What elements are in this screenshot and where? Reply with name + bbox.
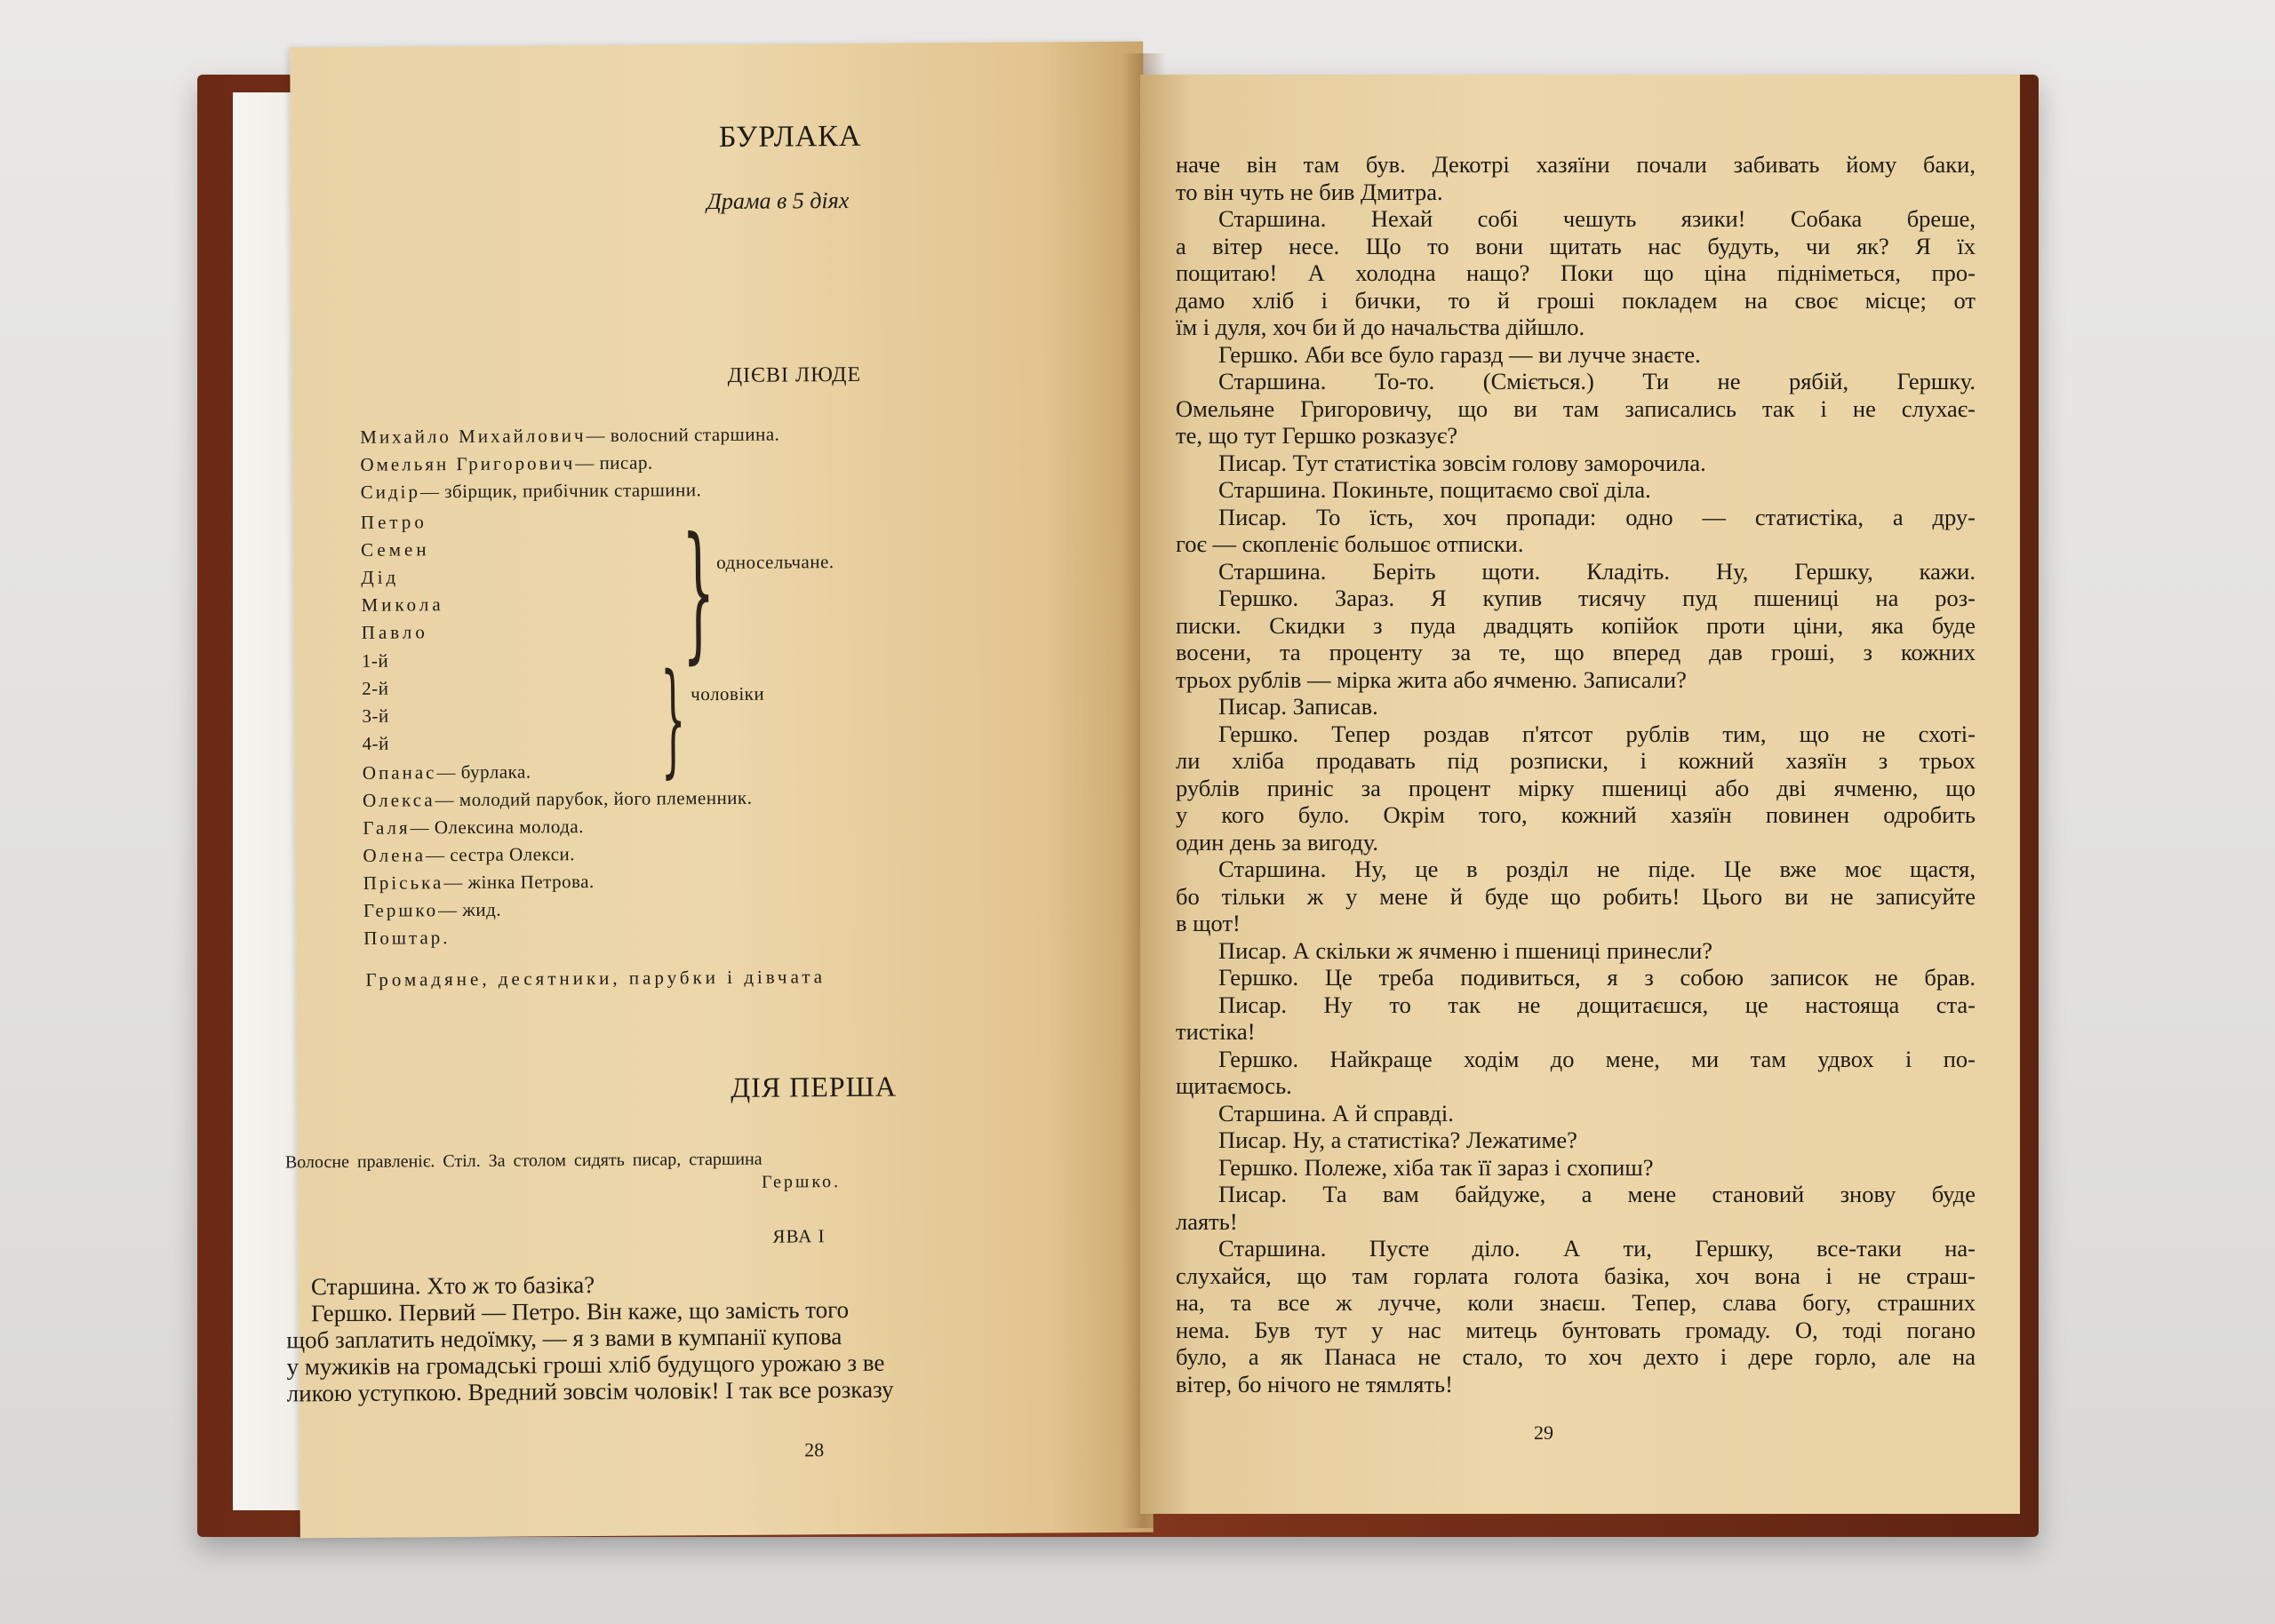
play-title: БУРЛАКА (718, 119, 862, 155)
page-number-left: 28 (804, 1438, 825, 1461)
play-subtitle: Драма в 5 діях (706, 187, 850, 215)
cast-role: — волосний старшина. (586, 423, 780, 447)
crowd-line: Громадяне, десятники, парубки і дівчата (365, 966, 826, 991)
dialogue-line: Старшина. Нехай собі чешуть язики! Собака бреше, (1218, 205, 1976, 232)
dialogue-line: їм і дуля, хоч би й до начальства дійшло. (1176, 314, 1585, 340)
dialogue-line: те, що тут Гершко розказує? (1176, 422, 1458, 449)
cast-role: — жінка Петрова. (443, 871, 595, 894)
cast-name: Михайло Михайлович (360, 425, 587, 448)
cast-name: Галя (363, 816, 411, 839)
dialogue-line: дамо хліб і бички, то й гроші покладем на своє місце; от (1176, 286, 1976, 314)
dialogue-line: лаять! (1176, 1207, 1238, 1235)
dialogue-line: Писар. Та вам байдуже, а мене становий знову буде (1218, 1181, 1976, 1207)
dialogue-line: щитаємось. (1176, 1072, 1292, 1099)
dialogue-line: Гершко. Тепер роздав п'ятсот рублів тим, що не схоті- (1218, 720, 1976, 747)
dialogue-line: ликою уступкою. Вредний зовсім чоловік! І так все розказу (286, 1375, 894, 1407)
left-page (284, 42, 1153, 1539)
villagers-label: односельчане. (716, 551, 834, 574)
cast-entry (363, 924, 451, 952)
dialogue-line: було, а як Панаса не стало, то хоч дехто і дере горло, але на (1176, 1343, 1976, 1370)
dialogue-line: Писар. То їсть, хоч пропади: одно — статистіка, а дру- (1218, 503, 1976, 530)
men-brace: } (659, 647, 687, 791)
dialogue-line: Старшина. Беріть щоти. Кладіть. Ну, Гершку, кажи. (1218, 557, 1976, 585)
cast-name: Опанас (362, 761, 437, 784)
dialogue-line: Гершко. Аби все було гаразд — ви лучче знаєте. (1218, 340, 1701, 368)
cast-entry (363, 813, 584, 842)
dialogue-line: Старшина. Пусте діло. А ти, Гершку, все-таки на- (1218, 1235, 1976, 1262)
cast-entry (363, 840, 575, 870)
dialogue-line: на, та все ж лучче, коли знаєш. Тепер, слава богу, страшних (1176, 1289, 1976, 1316)
cast-name: Пріська (363, 872, 444, 894)
cast-name: Сидір (360, 481, 420, 503)
dialogue-line: нема. Був тут у нас митець бунтовать громаду. О, тоді погано (1176, 1316, 1976, 1343)
dialogue-line: Старшина. Покиньте, пощитаємо свої діла. (1218, 476, 1651, 503)
dialogue-line: Писар. А скільки ж ячменю і пшениці принесли? (1218, 936, 1713, 964)
cast-entry (363, 896, 501, 925)
cast-role: — збірщик, прибічник старшини. (419, 479, 702, 503)
stage-direction: Волосне правленіє. Стіл. За столом сидять писар, старшина (284, 1149, 762, 1173)
cast-role: — бурлака. (436, 760, 531, 784)
dialogue-line: у мужиків на громадські гроші хліб будущого урожаю з ве (286, 1349, 885, 1381)
dialogue-line: Писар. Тут статистіка зовсім голову заморочила. (1218, 449, 1706, 476)
men-label: чоловіки (690, 682, 765, 705)
cast-entry (361, 476, 702, 506)
stage-direction-2: Гершко. (762, 1172, 842, 1192)
act-heading: ДІЯ ПЕРША (730, 1070, 898, 1103)
cast-name: Олена (363, 844, 427, 866)
dialogue-line: рублів приніс за процент мірку пшениці або дві ячменю, що (1176, 774, 1976, 801)
villager-name: Дід (361, 566, 400, 588)
cast-name: Поштар. (363, 927, 451, 949)
dialogue-line: Гершко. Це треба подивиться, я з собою записок не брав. (1218, 964, 1976, 991)
dialogue-line: Старшина. Хто ж то базіка? (310, 1271, 595, 1301)
dialogue-line: Писар. Ну то так не дощитаєшся, це настояща ста- (1218, 991, 1976, 1018)
page-number-right: 29 (1534, 1421, 1553, 1444)
dialogue-line: наче він там був. Декотрі хазяїни почали забивать йому баки, (1176, 151, 1976, 178)
villager-name: Микола (361, 593, 444, 616)
cast-entry (363, 784, 753, 815)
man-number: 1-й (361, 649, 389, 672)
dialogue-line: Старшина. А й справді. (1218, 1099, 1454, 1126)
right-page (1140, 75, 2020, 1514)
scene-heading: ЯВА І (772, 1225, 826, 1247)
villagers-brace: } (681, 506, 716, 679)
dialogue-line: восени, та проценту за те, що вперед дав гроші, з кожних (1176, 639, 1976, 665)
villager-name: Петро (360, 511, 427, 533)
dialogue-line: Гершко. Найкраще ходім до мене, ми там удвох і по- (1218, 1045, 1976, 1072)
cast-name: Гершко (363, 899, 439, 921)
cast-role: — писар. (575, 451, 653, 474)
dialogue-line: Писар. Ну, а статистіка? Лежатиме? (1218, 1126, 1577, 1153)
dialogue-line: в щот! (1176, 910, 1241, 936)
dialogue-line: Гершко. Зараз. Я купив тисячу пуд пшениці на роз- (1218, 585, 1976, 611)
cast-role: — молодий парубок, його племенник. (435, 786, 753, 811)
dialogue-line: Гершко. Полеже, хіба так її зараз і схопиш? (1218, 1153, 1654, 1181)
cast-role: — сестра Олекси. (425, 843, 576, 866)
cast-entry (360, 450, 652, 479)
dialogue-line: один день за вигоду. (1176, 828, 1379, 856)
man-number: 4-й (362, 732, 389, 754)
dialogue-line: слухайся, що там горлата голота базіка, хоч вона і не страш- (1176, 1262, 1976, 1289)
dialogue-line: а вітер несе. Що то вони щитать нас будуть, чи як? Я їх (1176, 232, 1976, 259)
villager-name: Семен (361, 538, 430, 561)
dialogue-line: пощитаю! А холодна нащо? Поки що ціна підніметься, про- (1176, 259, 1976, 286)
dialogue-line: ли хліба продавать під розписки, і кожний хазяїн з трьох (1176, 747, 1976, 774)
cast-entry (363, 758, 531, 786)
dialogue-line: Омельяне Григоровичу, що ви там записались так і не слухає- (1176, 394, 1976, 422)
dialogue-line: Старшина. Ну, це в розділ не піде. Це вже моє щастя, (1218, 856, 1976, 882)
dialogue-line: Гершко. Первий — Петро. Він каже, що замість того (310, 1296, 850, 1327)
dialogue-line: то він чуть не бив Дмитра. (1176, 178, 1443, 205)
villager-name: Павло (361, 621, 428, 643)
man-number: 3-й (362, 705, 389, 727)
cast-entry (360, 421, 779, 451)
dialogue-line: тистіка! (1176, 1018, 1256, 1045)
dialogue-line: трьох рублів — мірка жита або ячменю. Записали? (1176, 665, 1687, 693)
cast-heading: ДІЄВІ ЛЮДЕ (727, 362, 862, 387)
dialogue-line: гоє — скопленіє большоє отписки. (1176, 530, 1524, 557)
dialogue-line: Старшина. То-то. (Сміється.) Ти не рябій, Гершку. (1218, 368, 1976, 394)
dialogue-line: бо тільки ж у мене й буде що робить! Цього ви не записуйте (1176, 882, 1976, 910)
cast-role: — жид. (438, 898, 502, 921)
dialogue-line: Писар. Записав. (1218, 693, 1378, 720)
cast-name: Омельян Григорович (360, 452, 576, 475)
cast-role: — Олексина молода. (410, 816, 585, 839)
dialogue-line: щоб заплатить недоїмку, — я з вами в кумпанії купова (286, 1323, 842, 1354)
cast-entry (363, 868, 595, 897)
dialogue-line: писки. Скидки з пуда двадцять копійок проти ціни, яка буде (1176, 611, 1976, 639)
man-number: 2-й (362, 677, 389, 699)
dialogue-line: вітер, бо нічого не тямлять! (1176, 1370, 1453, 1397)
dialogue-line: у кого було. Окрім того, кожний хазяїн повинен одробить (1176, 801, 1976, 828)
cast-name: Олекса (362, 789, 435, 811)
